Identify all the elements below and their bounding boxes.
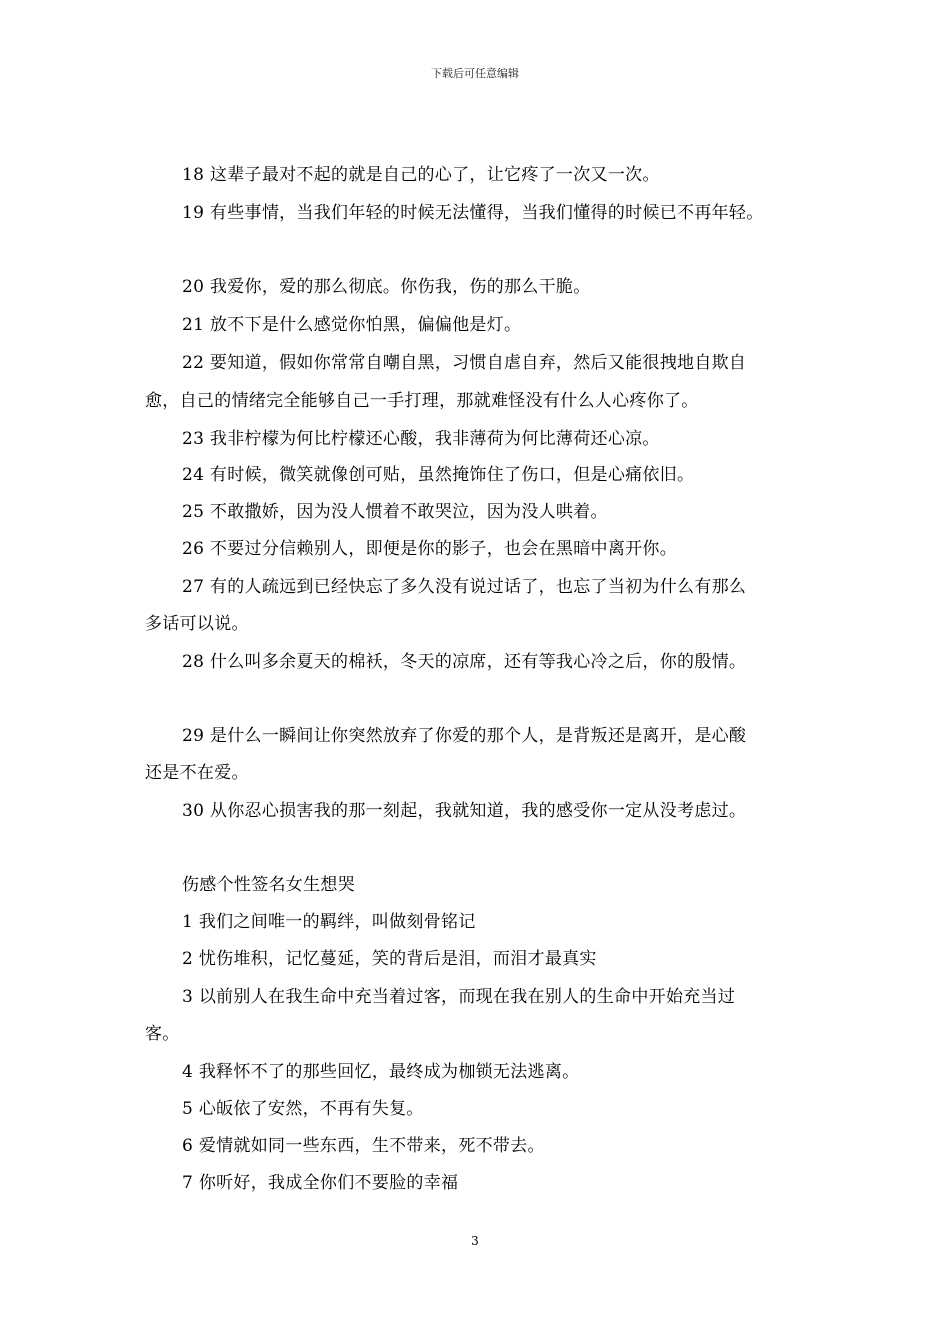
paragraph-26: 26 不要过分信赖别人，即便是你的影子，也会在黑暗中离开你。	[182, 539, 678, 559]
page-header: 下载后可任意编辑	[431, 67, 519, 80]
signature-3-line-2: 客。	[145, 1024, 180, 1044]
paragraph-19: 19 有些事情，当我们年轻的时候无法懂得，当我们懂得的时候已不再年轻。	[182, 203, 764, 223]
paragraph-18: 18 这辈子最对不起的就是自己的心了，让它疼了一次又一次。	[182, 165, 660, 185]
signature-2: 2 忧伤堆积，记忆蔓延，笑的背后是泪，而泪才最真实	[182, 949, 597, 969]
paragraph-25: 25 不敢撒娇，因为没人惯着不敢哭泣，因为没人哄着。	[182, 502, 608, 522]
signature-7: 7 你听好，我成全你们不要脸的幸福	[182, 1173, 459, 1193]
paragraph-22-line-2: 愈，自己的情绪完全能够自己一手打理，那就难怪没有什么人心疼你了。	[145, 391, 699, 411]
paragraph-24: 24 有时候，微笑就像创可贴，虽然掩饰住了伤口，但是心痛依旧。	[182, 465, 695, 485]
paragraph-29-line-2: 还是不在爱。	[145, 763, 249, 783]
paragraph-30: 30 从你忍心损害我的那一刻起，我就知道，我的感受你一定从没考虑过。	[182, 801, 747, 821]
signature-1: 1 我们之间唯一的羁绊，叫做刻骨铭记	[182, 912, 476, 932]
paragraph-27-line-1: 27 有的人疏远到已经快忘了多久没有说过话了，也忘了当初为什么有那么	[182, 577, 747, 597]
signature-5: 5 心皈依了安然，不再有失复。	[182, 1099, 424, 1119]
section-title: 伤感个性签名女生想哭	[182, 875, 355, 895]
paragraph-22-line-1: 22 要知道，假如你常常自嘲自黑，习惯自虐自弃，然后又能很拽地自欺自	[182, 353, 747, 373]
paragraph-27-line-2: 多话可以说。	[145, 614, 249, 634]
paragraph-20: 20 我爱你，爱的那么彻底。你伤我，伤的那么干脆。	[182, 277, 591, 297]
paragraph-28: 28 什么叫多余夏天的棉袄，冬天的凉席，还有等我心冷之后，你的殷情。	[182, 652, 747, 672]
paragraph-23: 23 我非柠檬为何比柠檬还心酸，我非薄荷为何比薄荷还心凉。	[182, 429, 660, 449]
paragraph-29-line-1: 29 是什么一瞬间让你突然放弃了你爱的那个人，是背叛还是离开，是心酸	[182, 726, 747, 746]
signature-3-line-1: 3 以前别人在我生命中充当着过客，而现在我在别人的生命中开始充当过	[182, 987, 736, 1007]
paragraph-21: 21 放不下是什么感觉你怕黑，偏偏他是灯。	[182, 315, 522, 335]
page-number: 3	[471, 1234, 479, 1248]
signature-6: 6 爱情就如同一些东西，生不带来，死不带去。	[182, 1136, 545, 1156]
signature-4: 4 我释怀不了的那些回忆，最终成为枷锁无法逃离。	[182, 1062, 580, 1082]
